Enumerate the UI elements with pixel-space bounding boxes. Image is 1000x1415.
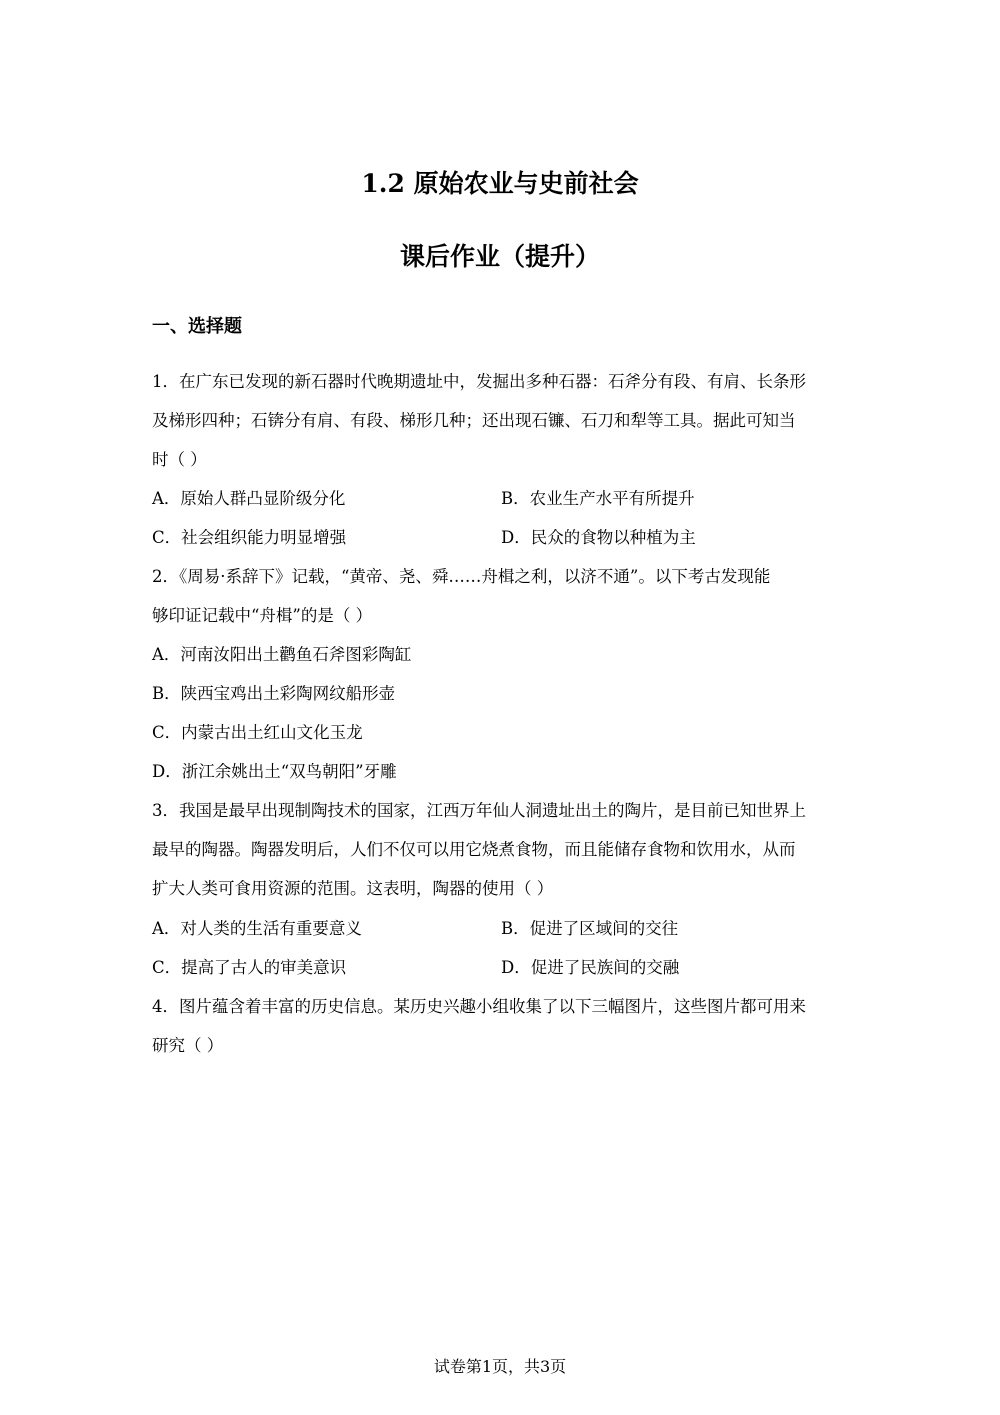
question-2-option-b[interactable]: B．陕西宝鸡出土彩陶网纹船形壶	[152, 684, 396, 703]
page-subtitle: 课后作业（提升）	[399, 242, 600, 271]
question-1-option-b[interactable]: B．农业生产水平有所提升	[501, 489, 695, 508]
question-3-option-b[interactable]: B．促进了区域间的交往	[501, 919, 679, 938]
question-1-option-d[interactable]: D．民众的食物以种植为主	[501, 528, 696, 547]
question-2-line-2: 够印证记载中“舟楫”的是（ ）	[152, 606, 373, 625]
page-footer: 试卷第1页，共3页	[433, 1357, 567, 1376]
question-3-option-a[interactable]: A．对人类的生活有重要意义	[152, 919, 362, 938]
question-2-option-d[interactable]: D．浙江余姚出土“双鸟朝阳”牙雕	[152, 762, 397, 781]
question-3-line-1: 3．我国是最早出现制陶技术的国家，江西万年仙人洞遗址出土的陶片，是目前已知世界上	[152, 801, 806, 820]
question-1-option-c[interactable]: C．社会组织能力明显增强	[152, 528, 347, 547]
question-3-option-d[interactable]: D．促进了民族间的交融	[501, 958, 680, 977]
question-1-option-a[interactable]: A．原始人群凸显阶级分化	[152, 489, 346, 508]
question-4-line-2: 研究（ ）	[152, 1036, 224, 1055]
question-3-option-c[interactable]: C．提高了古人的审美意识	[152, 958, 347, 977]
question-2-option-c[interactable]: C．内蒙古出土红山文化玉龙	[152, 723, 363, 742]
question-3-line-3: 扩大人类可食用资源的范围。这表明，陶器的使用（ ）	[152, 879, 554, 898]
question-4-line-1: 4．图片蕴含着丰富的历史信息。某历史兴趣小组收集了以下三幅图片，这些图片都可用来	[152, 997, 806, 1016]
question-3-line-2: 最早的陶器。陶器发明后，人们不仅可以用它烧煮食物，而且能储存食物和饮用水，从而	[152, 840, 796, 859]
section-heading: 一、选择题	[152, 316, 242, 337]
question-2-line-1: 2．《周易·系辞下》记载，“黄帝、尧、舜……舟楫之利，以济不通”。以下考古发现能	[152, 567, 771, 586]
question-2-option-a[interactable]: A．河南汝阳出土鹳鱼石斧图彩陶缸	[152, 645, 412, 664]
page-title: 1.2 原始农业与史前社会	[361, 169, 639, 198]
question-1-line-1: 1．在广东已发现的新石器时代晚期遗址中，发掘出多种石器：石斧分有段、有肩、长条形	[152, 372, 806, 391]
question-1-line-2: 及梯形四种；石锛分有肩、有段、梯形几种；还出现石镰、石刀和犁等工具。据此可知当	[152, 411, 796, 430]
question-1-line-3: 时（ ）	[152, 450, 207, 469]
